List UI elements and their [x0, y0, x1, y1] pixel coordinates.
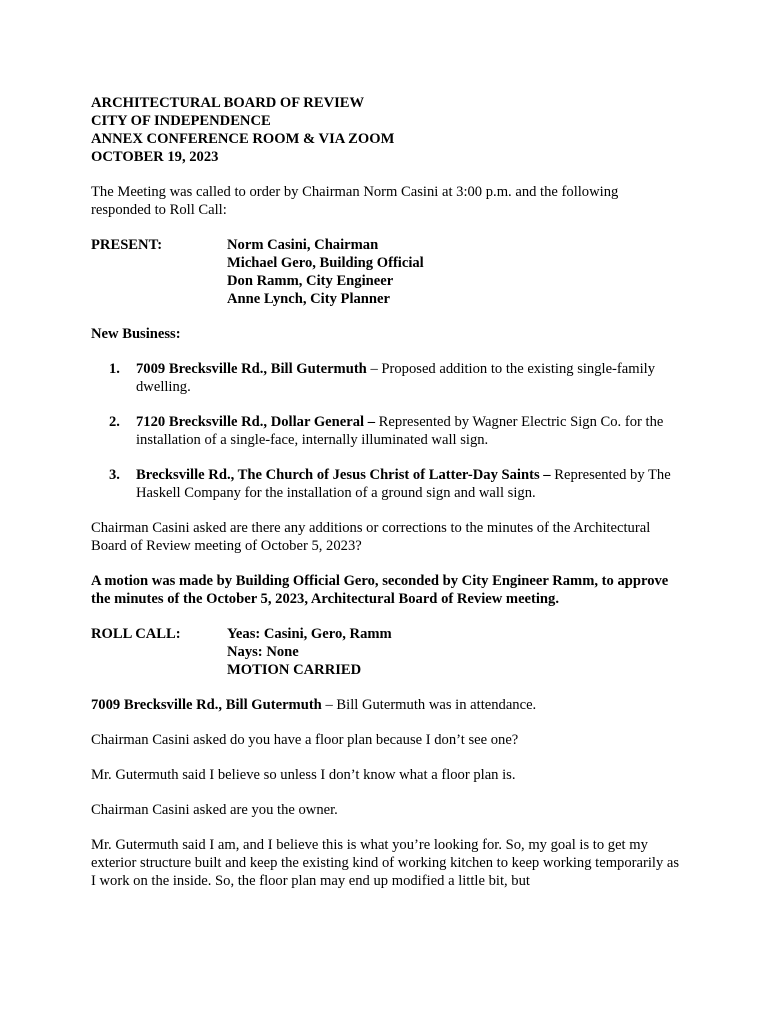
member-name: Michael Gero, Building Official: [227, 255, 424, 271]
meeting-date: OCTOBER 19, 2023: [91, 149, 219, 165]
list-item: [91, 413, 681, 449]
new-business-heading: New Business:: [91, 326, 181, 342]
dialogue-paragraph: Mr. Gutermuth said I believe so unless I don’t know what a floor plan is.: [91, 767, 516, 783]
list-item: [91, 360, 681, 396]
roll-call-nays: Nays: None: [227, 644, 299, 660]
motion-paragraph: A motion was made by Building Official Gero, seconded by City Engineer Ramm, to approve the minutes of the October 5, 2023, Architectural Board of Review meeting.: [91, 573, 669, 607]
document-header: [91, 94, 681, 166]
item-number: 2.: [109, 414, 120, 430]
present-label: PRESENT:: [91, 237, 163, 253]
corrections-question: Chairman Casini asked are there any additions or corrections to the minutes of the Architectural Board of Review meeting of October 5, 2023?: [91, 520, 651, 554]
present-section: [91, 236, 681, 308]
roll-call-section: [91, 625, 681, 679]
item-description: Represented by The Haskell Company for the installation of a ground sign and wall sign.: [136, 467, 671, 501]
dialogue-paragraph: Chairman Casini asked are you the owner.: [91, 802, 338, 818]
item-number: 1.: [109, 361, 120, 377]
roll-call-label: ROLL CALL:: [91, 626, 181, 642]
minutes-page: [91, 94, 681, 890]
motion-result: MOTION CARRIED: [227, 662, 362, 678]
agenda-item-title: 7009 Brecksville Rd., Bill Gutermuth: [91, 697, 322, 713]
member-name: Anne Lynch, City Planner: [227, 291, 390, 307]
item-title: Brecksville Rd., The Church of Jesus Christ of Latter-Day Saints –: [136, 467, 551, 483]
item-description: – Proposed addition to the existing single-family dwelling.: [136, 361, 656, 395]
roll-call-yeas: Yeas: Casini, Gero, Ramm: [227, 626, 392, 642]
board-title: ARCHITECTURAL BOARD OF REVIEW: [91, 95, 365, 111]
member-name: Norm Casini, Chairman: [227, 237, 379, 253]
member-name: Don Ramm, City Engineer: [227, 273, 394, 289]
roll-call-results: [227, 625, 392, 679]
dialogue-paragraph: Mr. Gutermuth said I am, and I believe this is what you’re looking for. So, my goal is to get my exterior structure built and keep the existing kind of working kitchen to keep working temporarily as I work on the inside. So, the floor plan may end up modified a little bit, but: [91, 837, 680, 889]
intro-paragraph: The Meeting was called to order by Chairman Norm Casini at 3:00 p.m. and the following responded to Roll Call:: [91, 184, 619, 218]
meeting-location: ANNEX CONFERENCE ROOM & VIA ZOOM: [91, 131, 395, 147]
item-title: 7120 Brecksville Rd., Dollar General –: [136, 414, 376, 430]
agenda-item-note: – Bill Gutermuth was in attendance.: [321, 697, 537, 713]
list-item: [91, 466, 681, 502]
item-title: 7009 Brecksville Rd., Bill Gutermuth: [136, 361, 367, 377]
city-name: CITY OF INDEPENDENCE: [91, 113, 271, 129]
dialogue-paragraph: Chairman Casini asked do you have a floor plan because I don’t see one?: [91, 732, 519, 748]
agenda-item-heading: [91, 696, 681, 714]
item-number: 3.: [109, 467, 120, 483]
new-business-list: [91, 360, 681, 502]
present-members: [227, 236, 424, 308]
item-description: Represented by Wagner Electric Sign Co. for the installation of a single-face, internally illuminated wall sign.: [136, 414, 664, 448]
